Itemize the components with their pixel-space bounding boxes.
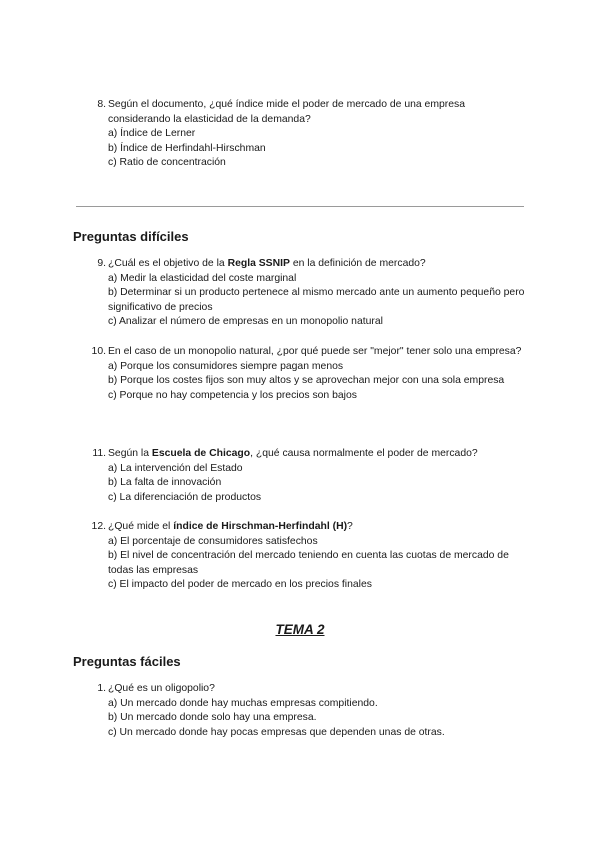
option-b: b) Determinar si un producto pertenece al mismo mercado ante un aumento pequeño pero significativo de precios	[108, 287, 525, 313]
question-stem: Según la Escuela de Chicago, ¿qué causa normalmente el poder de mercado?	[108, 448, 478, 459]
question-number: 10.	[91, 346, 106, 357]
question-stem: ¿Cuál es el objetivo de la Regla SSNIP en la definición de mercado?	[108, 258, 426, 269]
question-stem: ¿Qué es un oligopolio?	[108, 683, 215, 694]
question-number: 12.	[91, 521, 106, 532]
option-c: c) Porque no hay competencia y los precios son bajos	[108, 389, 357, 401]
option-b: b) Un mercado donde solo hay una empresa.	[108, 712, 317, 724]
option-c: c) Ratio de concentración	[108, 157, 226, 169]
option-a: a) La intervención del Estado	[108, 462, 243, 474]
option-b: b) El nivel de concentración del mercado teniendo en cuenta las cuotas de mercado de todas las empresas	[108, 550, 509, 576]
option-a: a) Porque los consumidores siempre pagan menos	[108, 360, 344, 372]
tema-title: TEMA 2	[275, 622, 325, 637]
question-number: 9.	[97, 258, 106, 269]
section-heading-easy: Preguntas fáciles	[73, 654, 181, 669]
question-1	[86, 682, 526, 740]
option-c: c) Un mercado donde hay pocas empresas que dependen unas de otras.	[108, 726, 445, 738]
option-c: c) La diferenciación de productos	[108, 491, 262, 503]
question-8	[86, 98, 526, 171]
question-9	[86, 257, 526, 330]
option-b: b) Índice de Herfindahl-Hirschman	[108, 142, 266, 154]
option-c: c) El impacto del poder de mercado en los precios finales	[108, 579, 372, 591]
question-number: 8.	[97, 99, 106, 110]
option-a: a) Medir la elasticidad del coste marginal	[108, 272, 297, 284]
question-number: 11.	[92, 448, 106, 459]
option-a: a) El porcentaje de consumidores satisfechos	[108, 535, 318, 547]
question-number: 1.	[97, 683, 106, 694]
question-stem: ¿Qué mide el índice de Hirschman-Herfindahl (H)?	[108, 521, 353, 532]
section-heading-hard: Preguntas difíciles	[73, 229, 189, 244]
option-c: c) Analizar el número de empresas en un monopolio natural	[108, 316, 383, 328]
question-10	[86, 345, 526, 403]
section-divider	[76, 206, 524, 207]
question-11	[86, 447, 526, 505]
question-stem: Según el documento, ¿qué índice mide el poder de mercado de una empresa considerando la elasticidad de la demanda?	[108, 99, 465, 125]
option-a: a) Índice de Lerner	[108, 128, 196, 140]
option-a: a) Un mercado donde hay muchas empresas compitiendo.	[108, 697, 378, 709]
option-b: b) Porque los costes fijos son muy altos y se aprovechan mejor con una sola empresa	[108, 375, 505, 387]
question-stem: En el caso de un monopolio natural, ¿por qué puede ser "mejor" tener solo una empresa?	[108, 346, 522, 357]
option-b: b) La falta de innovación	[108, 477, 222, 489]
question-12	[86, 520, 526, 593]
